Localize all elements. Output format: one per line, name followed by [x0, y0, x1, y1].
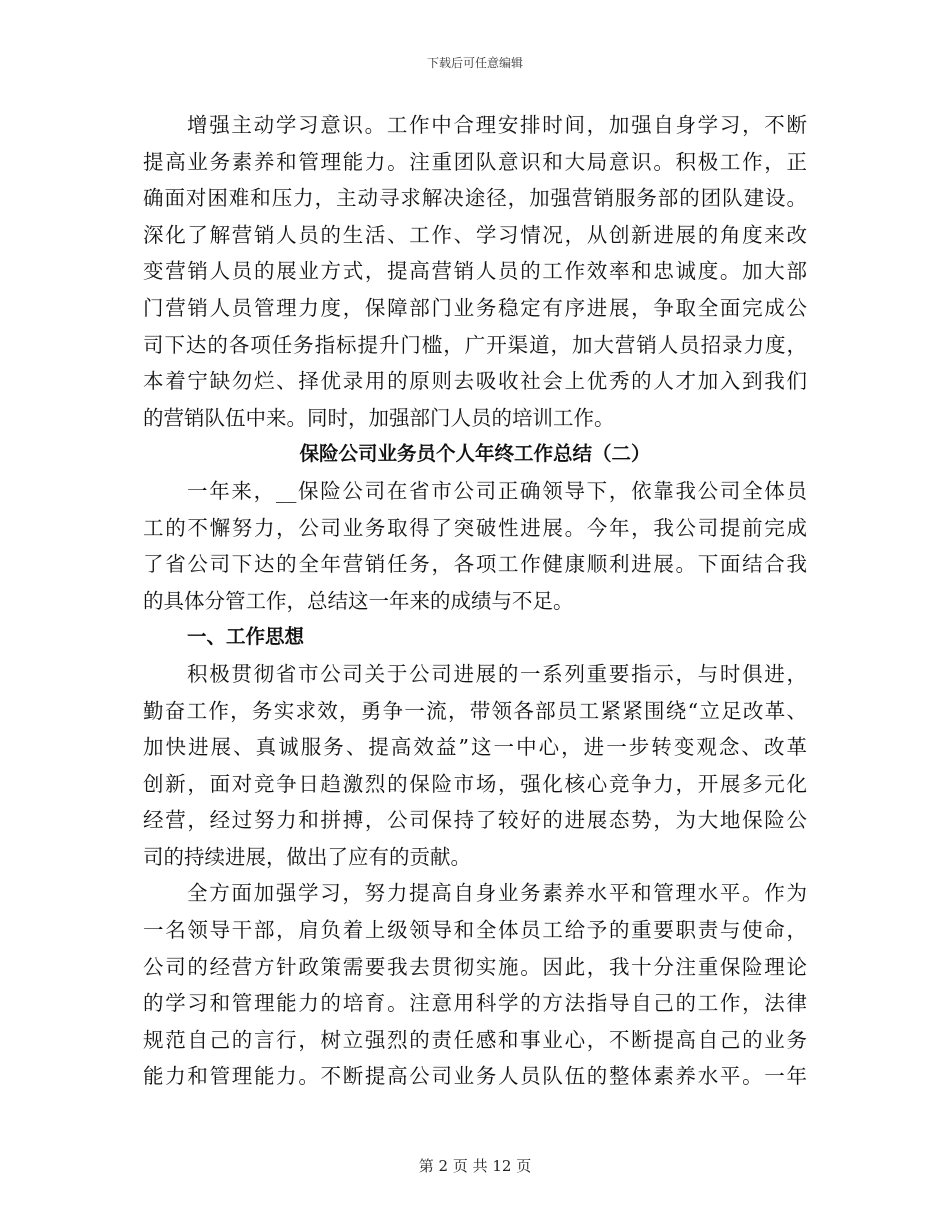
paragraph-line: 司下达的各项任务指标提升门槛，广开渠道，加大营销人员招录力度，: [143, 332, 807, 357]
paragraph-line: 的具体分管工作，总结这一年来的成绩与不足。: [143, 588, 574, 613]
paragraph-line: 经营，经过努力和拼搏，公司保持了较好的进展态势，为大地保险公: [143, 808, 807, 833]
paragraph-line: 勤奋工作，务实求效，勇争一流，带领各部员工紧紧围绕“立足改革、: [143, 698, 807, 723]
paragraph-line: 公司的经营方针政策需要我去贯彻实施。因此，我十分注重保险理论: [143, 954, 807, 979]
paragraph-line: 积极贯彻省市公司关于公司进展的一系列重要指示，与时俱进，: [187, 661, 807, 686]
paragraph-line: 深化了解营销人员的生活、工作、学习情况，从创新进展的角度来改: [143, 222, 807, 247]
paragraph-line: 确面对困难和压力，主动寻求解决途径，加强营销服务部的团队建设。: [143, 186, 807, 211]
paragraph-line: 能力和管理能力。不断提高公司业务人员队伍的整体素养水平。一年: [143, 1064, 807, 1089]
page-footer: 第 2 页 共 12 页: [418, 1157, 532, 1175]
paragraph-line: 司的持续进展，做出了应有的贡献。: [143, 844, 471, 869]
paragraph-line: 一名领导干部，肩负着上级领导和全体员工给予的重要职责与使命，: [143, 918, 807, 943]
page-header: 下载后可任意编辑: [426, 56, 523, 70]
paragraph-line: 加快进展、真诚服务、提高效益”这一中心，进一步转变观念、改革: [143, 735, 807, 760]
paragraph-line: 变营销人员的展业方式，提高营销人员的工作效率和忠诚度。加大部: [143, 259, 807, 284]
paragraph-line: 的学习和管理能力的培育。注意用科学的方法指导自己的工作，法律: [143, 991, 807, 1016]
paragraph-line: 全方面加强学习，努力提高自身业务素养水平和管理水平。作为: [187, 881, 807, 906]
paragraph-line: 增强主动学习意识。工作中合理安排时间，加强自身学习，不断: [187, 113, 807, 137]
section-title: 保险公司业务员个人年终工作总结（二）: [299, 442, 651, 466]
paragraph-line: 了省公司下达的全年营销任务，各项工作健康顺利进展。下面结合我: [143, 552, 807, 577]
subsection-heading: 一、工作思想: [187, 625, 305, 649]
paragraph-line: 提高业务素养和管理能力。注重团队意识和大局意识。积极工作，正: [143, 149, 807, 174]
document-body: [143, 107, 807, 1095]
paragraph-line: 本着宁缺勿烂、择优录用的原则去吸收社会上优秀的人才加入到我们: [143, 369, 807, 394]
paragraph-line: 规范自己的言行，树立强烈的责任感和事业心，不断提高自己的业务: [143, 1027, 807, 1052]
paragraph-line: 工的不懈努力，公司业务取得了突破性进展。今年，我公司提前完成: [143, 515, 807, 540]
paragraph-line: 创新，面对竞争日趋激烈的保险市场，强化核心竞争力，开展多元化: [143, 771, 807, 796]
paragraph-line: 一年来，__保险公司在省市公司正确领导下，依靠我公司全体员: [187, 478, 807, 503]
paragraph-line: 门营销人员管理力度，保障部门业务稳定有序进展，争取全面完成公: [143, 295, 807, 320]
paragraph-line: 的营销队伍中来。同时，加强部门人员的培训工作。: [143, 405, 615, 430]
